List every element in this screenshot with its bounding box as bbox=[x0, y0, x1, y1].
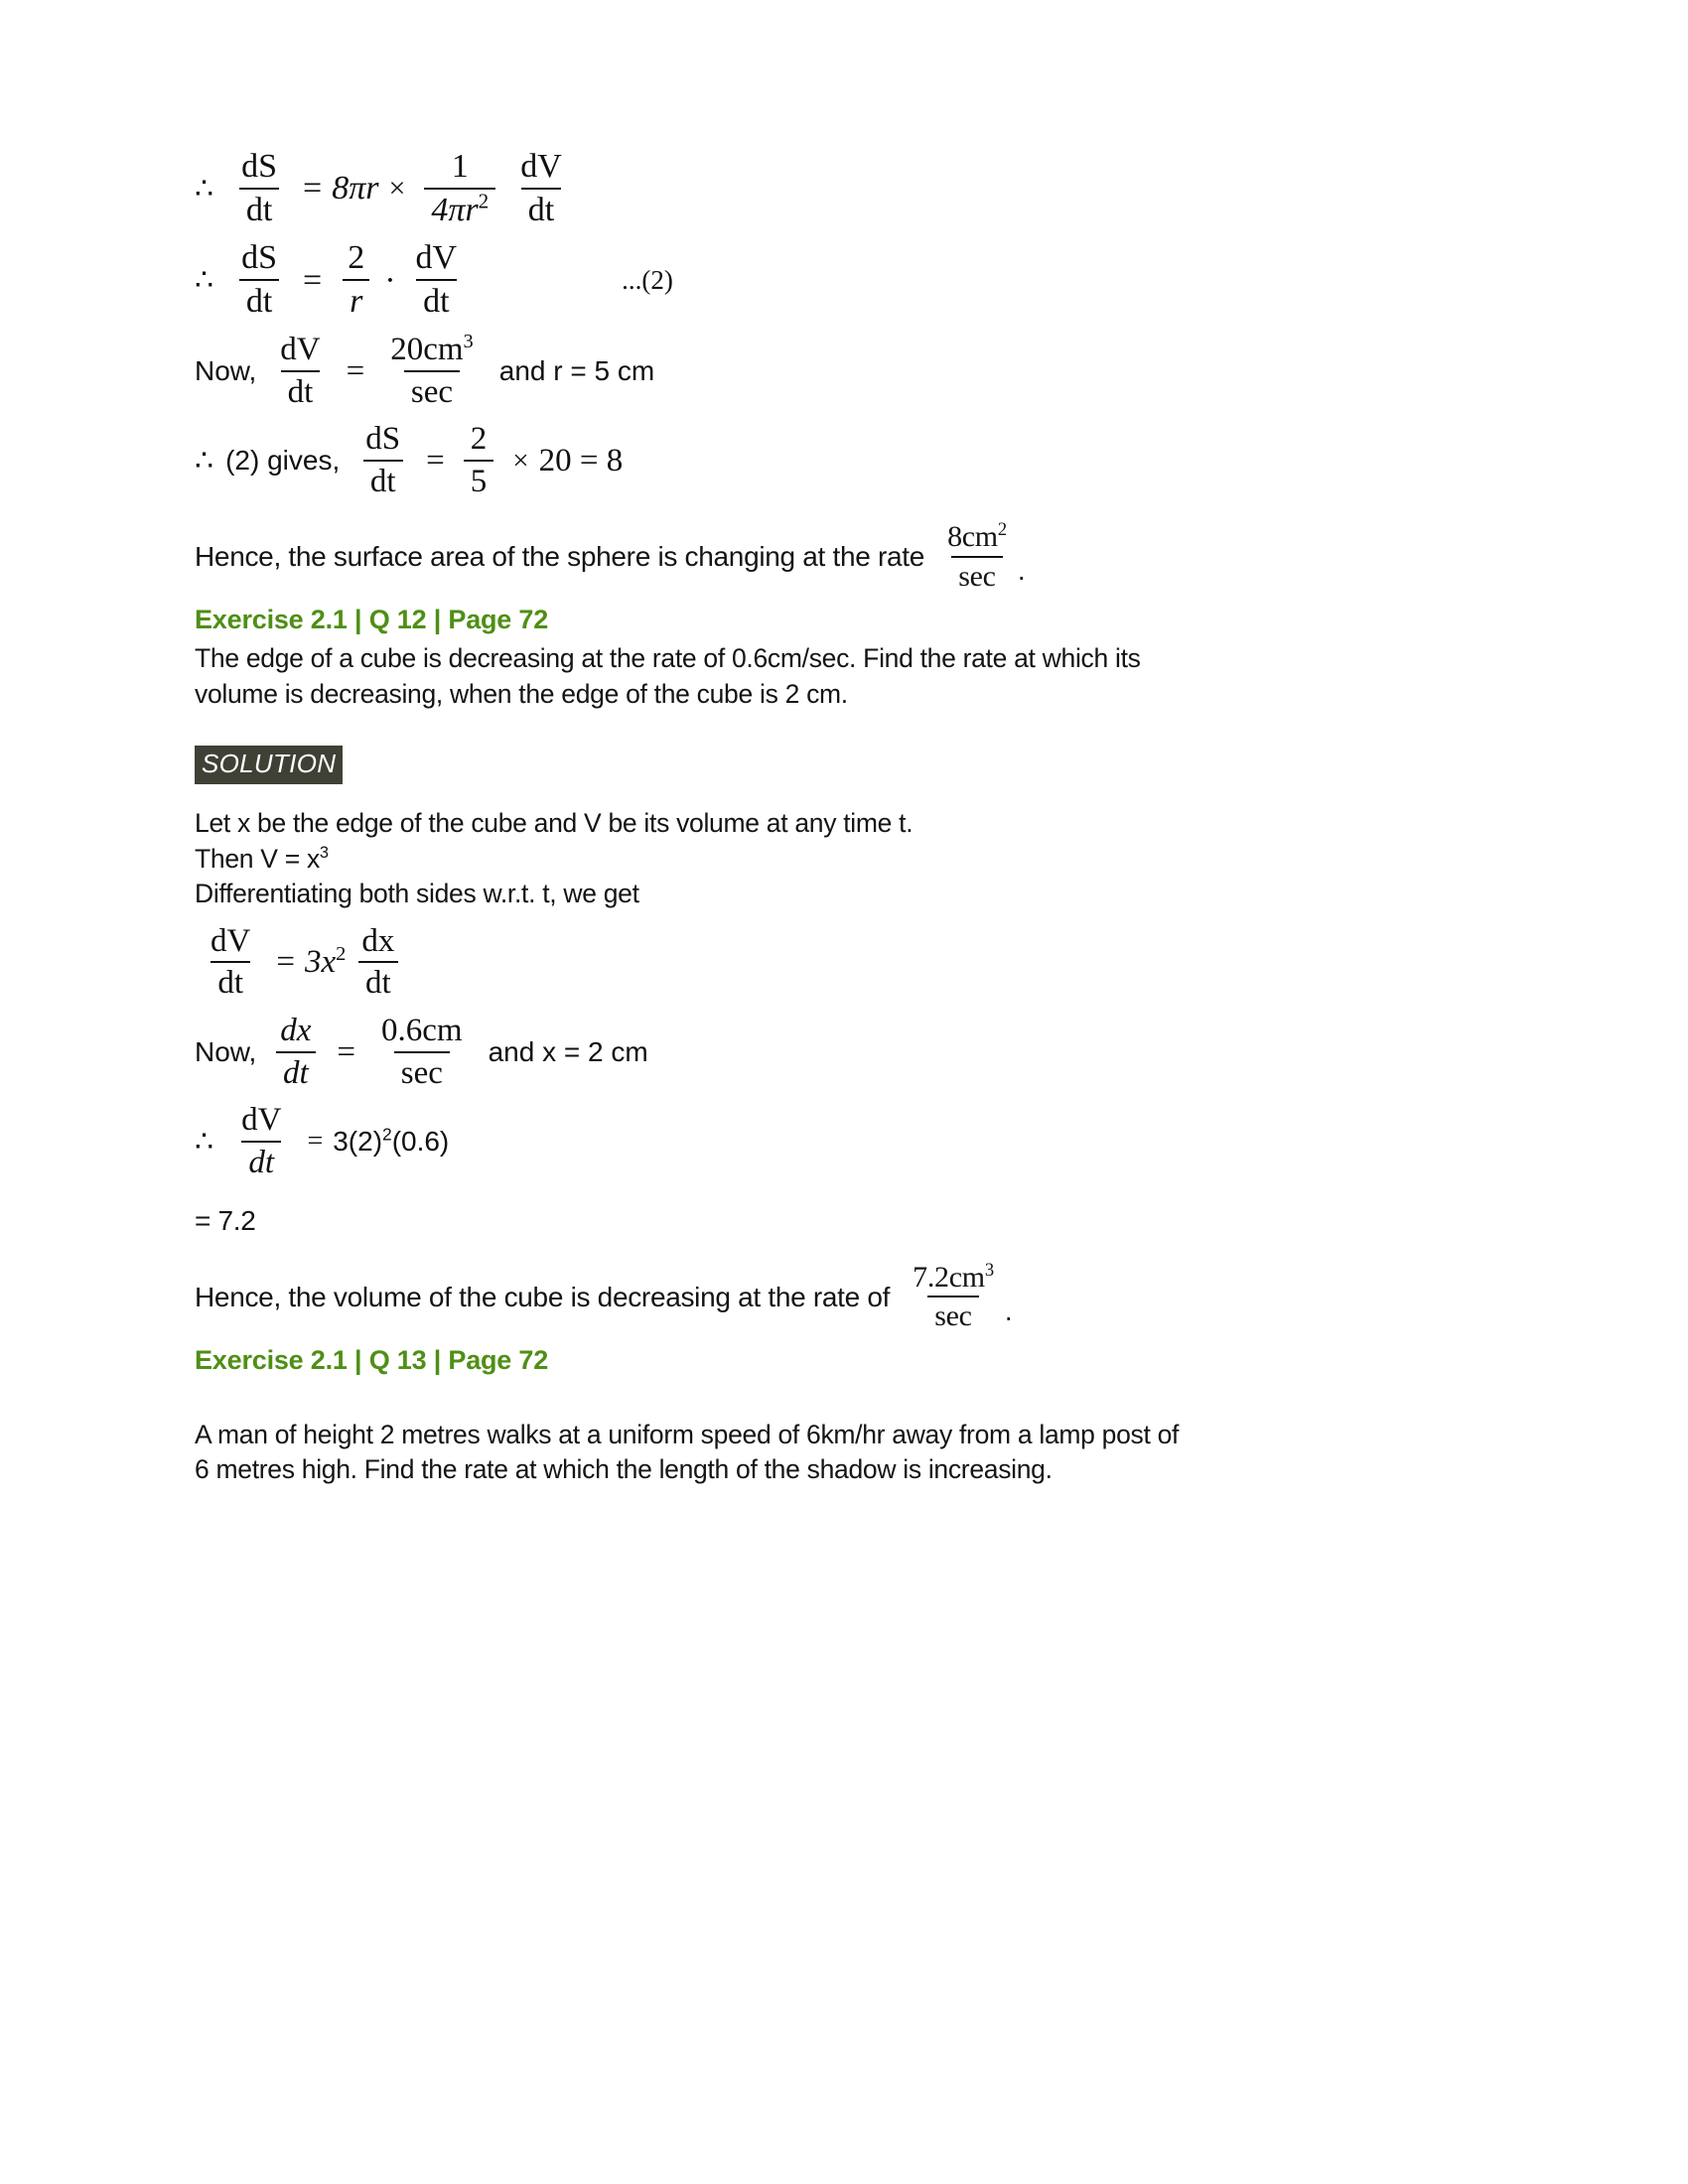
equation-substitute-values bbox=[195, 1103, 1505, 1180]
expression-base: 3(2) bbox=[333, 1126, 383, 1158]
dot-operator: · bbox=[384, 261, 396, 299]
fraction-denominator: dt bbox=[281, 370, 321, 411]
result-expression: 20 = 8 bbox=[538, 442, 624, 478]
therefore-symbol: ∴ bbox=[195, 264, 214, 298]
fraction-denominator: dt bbox=[416, 279, 456, 321]
fraction-numerator bbox=[383, 330, 481, 370]
solution-setup-text bbox=[195, 806, 1505, 912]
question-line: A man of height 2 metres walks at a uniform speed of 6km/hr away from a lamp post of bbox=[195, 1419, 1180, 1449]
numerator-exponent: 2 bbox=[997, 519, 1007, 541]
exercise-heading-q13[interactable]: Exercise 2.1 | Q 13 | Page 72 bbox=[195, 1344, 549, 1375]
question-text-q13 bbox=[195, 1418, 1505, 1488]
radius-condition-text: and r = 5 cm bbox=[498, 355, 655, 386]
fraction-dx-dt bbox=[273, 1014, 318, 1091]
conclusion-surface-area bbox=[195, 521, 1505, 593]
fraction-denominator: 5 bbox=[464, 460, 494, 500]
fraction-numerator: dx bbox=[361, 922, 395, 959]
fraction-20cm3-per-sec bbox=[383, 330, 481, 410]
fraction-numerator: dV bbox=[211, 922, 251, 959]
now-prefix-label: Now, bbox=[195, 1036, 257, 1068]
conclusion-text: Hence, the surface area of the sphere is changing at the rate bbox=[195, 541, 925, 573]
denominator-expression: 4πr bbox=[431, 191, 479, 228]
fraction-numerator bbox=[906, 1259, 1001, 1296]
fraction-denominator: dt bbox=[363, 460, 403, 500]
equals-sign: = bbox=[346, 352, 365, 389]
fraction-numerator: dS bbox=[365, 421, 401, 458]
fraction-denominator: sec bbox=[404, 370, 460, 411]
solution-badge-container bbox=[195, 746, 1505, 784]
fraction-dx-dt bbox=[354, 924, 401, 1002]
fraction-denominator: sec bbox=[951, 556, 1002, 593]
factor-8-pi-r: 8πr bbox=[332, 170, 379, 207]
denominator-exponent: 2 bbox=[478, 189, 490, 213]
numerator-value: 20cm bbox=[390, 331, 464, 367]
fraction-numerator: dS bbox=[241, 239, 278, 277]
fraction-denominator bbox=[424, 188, 495, 229]
fraction-denominator: dt bbox=[521, 188, 561, 229]
fraction-numerator: 2 bbox=[348, 239, 365, 277]
fraction-denominator: sec bbox=[394, 1051, 450, 1092]
setup-line-volume-formula bbox=[195, 842, 1505, 878]
gives-prefix-label: (2) gives, bbox=[225, 445, 341, 477]
fraction-denominator: dt bbox=[241, 1141, 281, 1181]
therefore-symbol: ∴ bbox=[195, 172, 214, 205]
fraction-numerator: dV bbox=[415, 239, 458, 277]
equals-sign: = bbox=[307, 1126, 324, 1158]
question-text-q12 bbox=[195, 641, 1505, 712]
equals-sign: = bbox=[303, 261, 323, 299]
equation-ds-dt-simplified bbox=[195, 240, 1505, 320]
conclusion-text: Hence, the volume of the cube is decreasing at the rate of bbox=[195, 1281, 891, 1312]
equation-ds-dt-chain bbox=[195, 149, 1505, 228]
coefficient-3x-squared bbox=[305, 944, 346, 981]
coefficient-exponent: 2 bbox=[336, 943, 347, 966]
expression-tail: (0.6) bbox=[391, 1126, 450, 1158]
equals-sign: = bbox=[303, 170, 323, 207]
fraction-72cm3-per-sec bbox=[906, 1259, 1001, 1333]
fraction-denominator: dt bbox=[211, 961, 250, 1002]
solution-label: SOLUTION bbox=[195, 746, 343, 784]
fraction-two-over-r bbox=[341, 240, 371, 320]
equation-given-dx-dt bbox=[195, 1014, 1505, 1091]
numerator-value: 7.2cm bbox=[913, 1260, 985, 1294]
fraction-dS-dt bbox=[234, 149, 284, 228]
fraction-denominator: r bbox=[343, 279, 369, 321]
equation-dV-dt-derivative bbox=[195, 924, 1505, 1002]
fraction-two-fifths bbox=[464, 422, 494, 499]
equals-sign: = bbox=[426, 442, 445, 478]
fraction-numerator: 2 bbox=[470, 421, 488, 458]
multiplication-sign: × bbox=[388, 172, 406, 205]
conclusion-cube-volume bbox=[195, 1259, 1505, 1333]
fraction-denominator: dt bbox=[239, 279, 279, 321]
fraction-numerator bbox=[940, 521, 1014, 555]
fraction-dV-dt bbox=[204, 924, 257, 1002]
volume-formula-prefix: Then V = x bbox=[195, 843, 320, 874]
fraction-dS-dt bbox=[358, 422, 407, 499]
numerator-value: 8cm bbox=[947, 520, 998, 554]
numerator-exponent: 3 bbox=[984, 1259, 994, 1281]
fraction-06cm-per-sec bbox=[374, 1014, 470, 1091]
fraction-denominator: dt bbox=[276, 1051, 316, 1092]
equals-sign: = bbox=[276, 944, 295, 981]
fraction-numerator: 0.6cm bbox=[381, 1012, 463, 1048]
substituted-expression bbox=[333, 1126, 449, 1158]
volume-formula-exponent: 3 bbox=[319, 843, 329, 862]
question-line: The edge of a cube is decreasing at the rate of 0.6cm/sec. Find the rate at which its bbox=[195, 643, 1141, 674]
equation-given-dV-dt bbox=[195, 330, 1505, 410]
fraction-dV-dt bbox=[513, 149, 569, 228]
equals-sign: = bbox=[337, 1033, 356, 1070]
multiplication-sign: × bbox=[512, 444, 529, 477]
fraction-dV-dt bbox=[273, 333, 327, 410]
question-line: volume is decreasing, when the edge of the cube is 2 cm. bbox=[195, 678, 848, 709]
equation-number-label: ...(2) bbox=[622, 265, 673, 296]
fraction-denominator: dt bbox=[239, 188, 279, 229]
setup-line: Differentiating both sides w.r.t. t, we get bbox=[195, 879, 639, 909]
conclusion-period: . bbox=[1017, 555, 1026, 587]
conclusion-period: . bbox=[1004, 1295, 1013, 1326]
now-prefix-label: Now, bbox=[195, 355, 257, 386]
page-content bbox=[195, 149, 1505, 1488]
equation-final-value: = 7.2 bbox=[195, 1205, 256, 1237]
fraction-numerator: dV bbox=[520, 148, 562, 185]
question-line: 6 metres high. Find the rate at which the length of the shadow is increasing. bbox=[195, 1454, 1053, 1485]
fraction-one-over-4-pi-r-squared bbox=[424, 149, 495, 228]
fraction-numerator: dx bbox=[280, 1012, 312, 1048]
fraction-numerator: 1 bbox=[451, 148, 469, 185]
setup-line: Let x be the edge of the cube and V be its volume at any time t. bbox=[195, 808, 914, 839]
fraction-denominator: sec bbox=[927, 1296, 978, 1332]
fraction-numerator: dS bbox=[241, 148, 278, 185]
fraction-numerator: dV bbox=[280, 331, 321, 367]
fraction-8cm2-per-sec bbox=[940, 521, 1014, 593]
coefficient-base: 3x bbox=[304, 944, 337, 981]
equation-substitute-result bbox=[195, 422, 1505, 499]
therefore-symbol: ∴ bbox=[195, 1125, 214, 1159]
fraction-numerator: dV bbox=[241, 1102, 282, 1139]
fraction-dV-dt bbox=[234, 1103, 288, 1180]
numerator-exponent: 3 bbox=[463, 330, 474, 352]
therefore-symbol: ∴ bbox=[195, 444, 214, 478]
expression-exponent: 2 bbox=[382, 1124, 392, 1145]
fraction-denominator: dt bbox=[358, 961, 398, 1002]
exercise-heading-q12[interactable]: Exercise 2.1 | Q 12 | Page 72 bbox=[195, 605, 549, 635]
fraction-dV-dt bbox=[409, 240, 465, 320]
edge-condition-text: and x = 2 cm bbox=[488, 1036, 648, 1068]
fraction-dS-dt bbox=[234, 240, 284, 320]
